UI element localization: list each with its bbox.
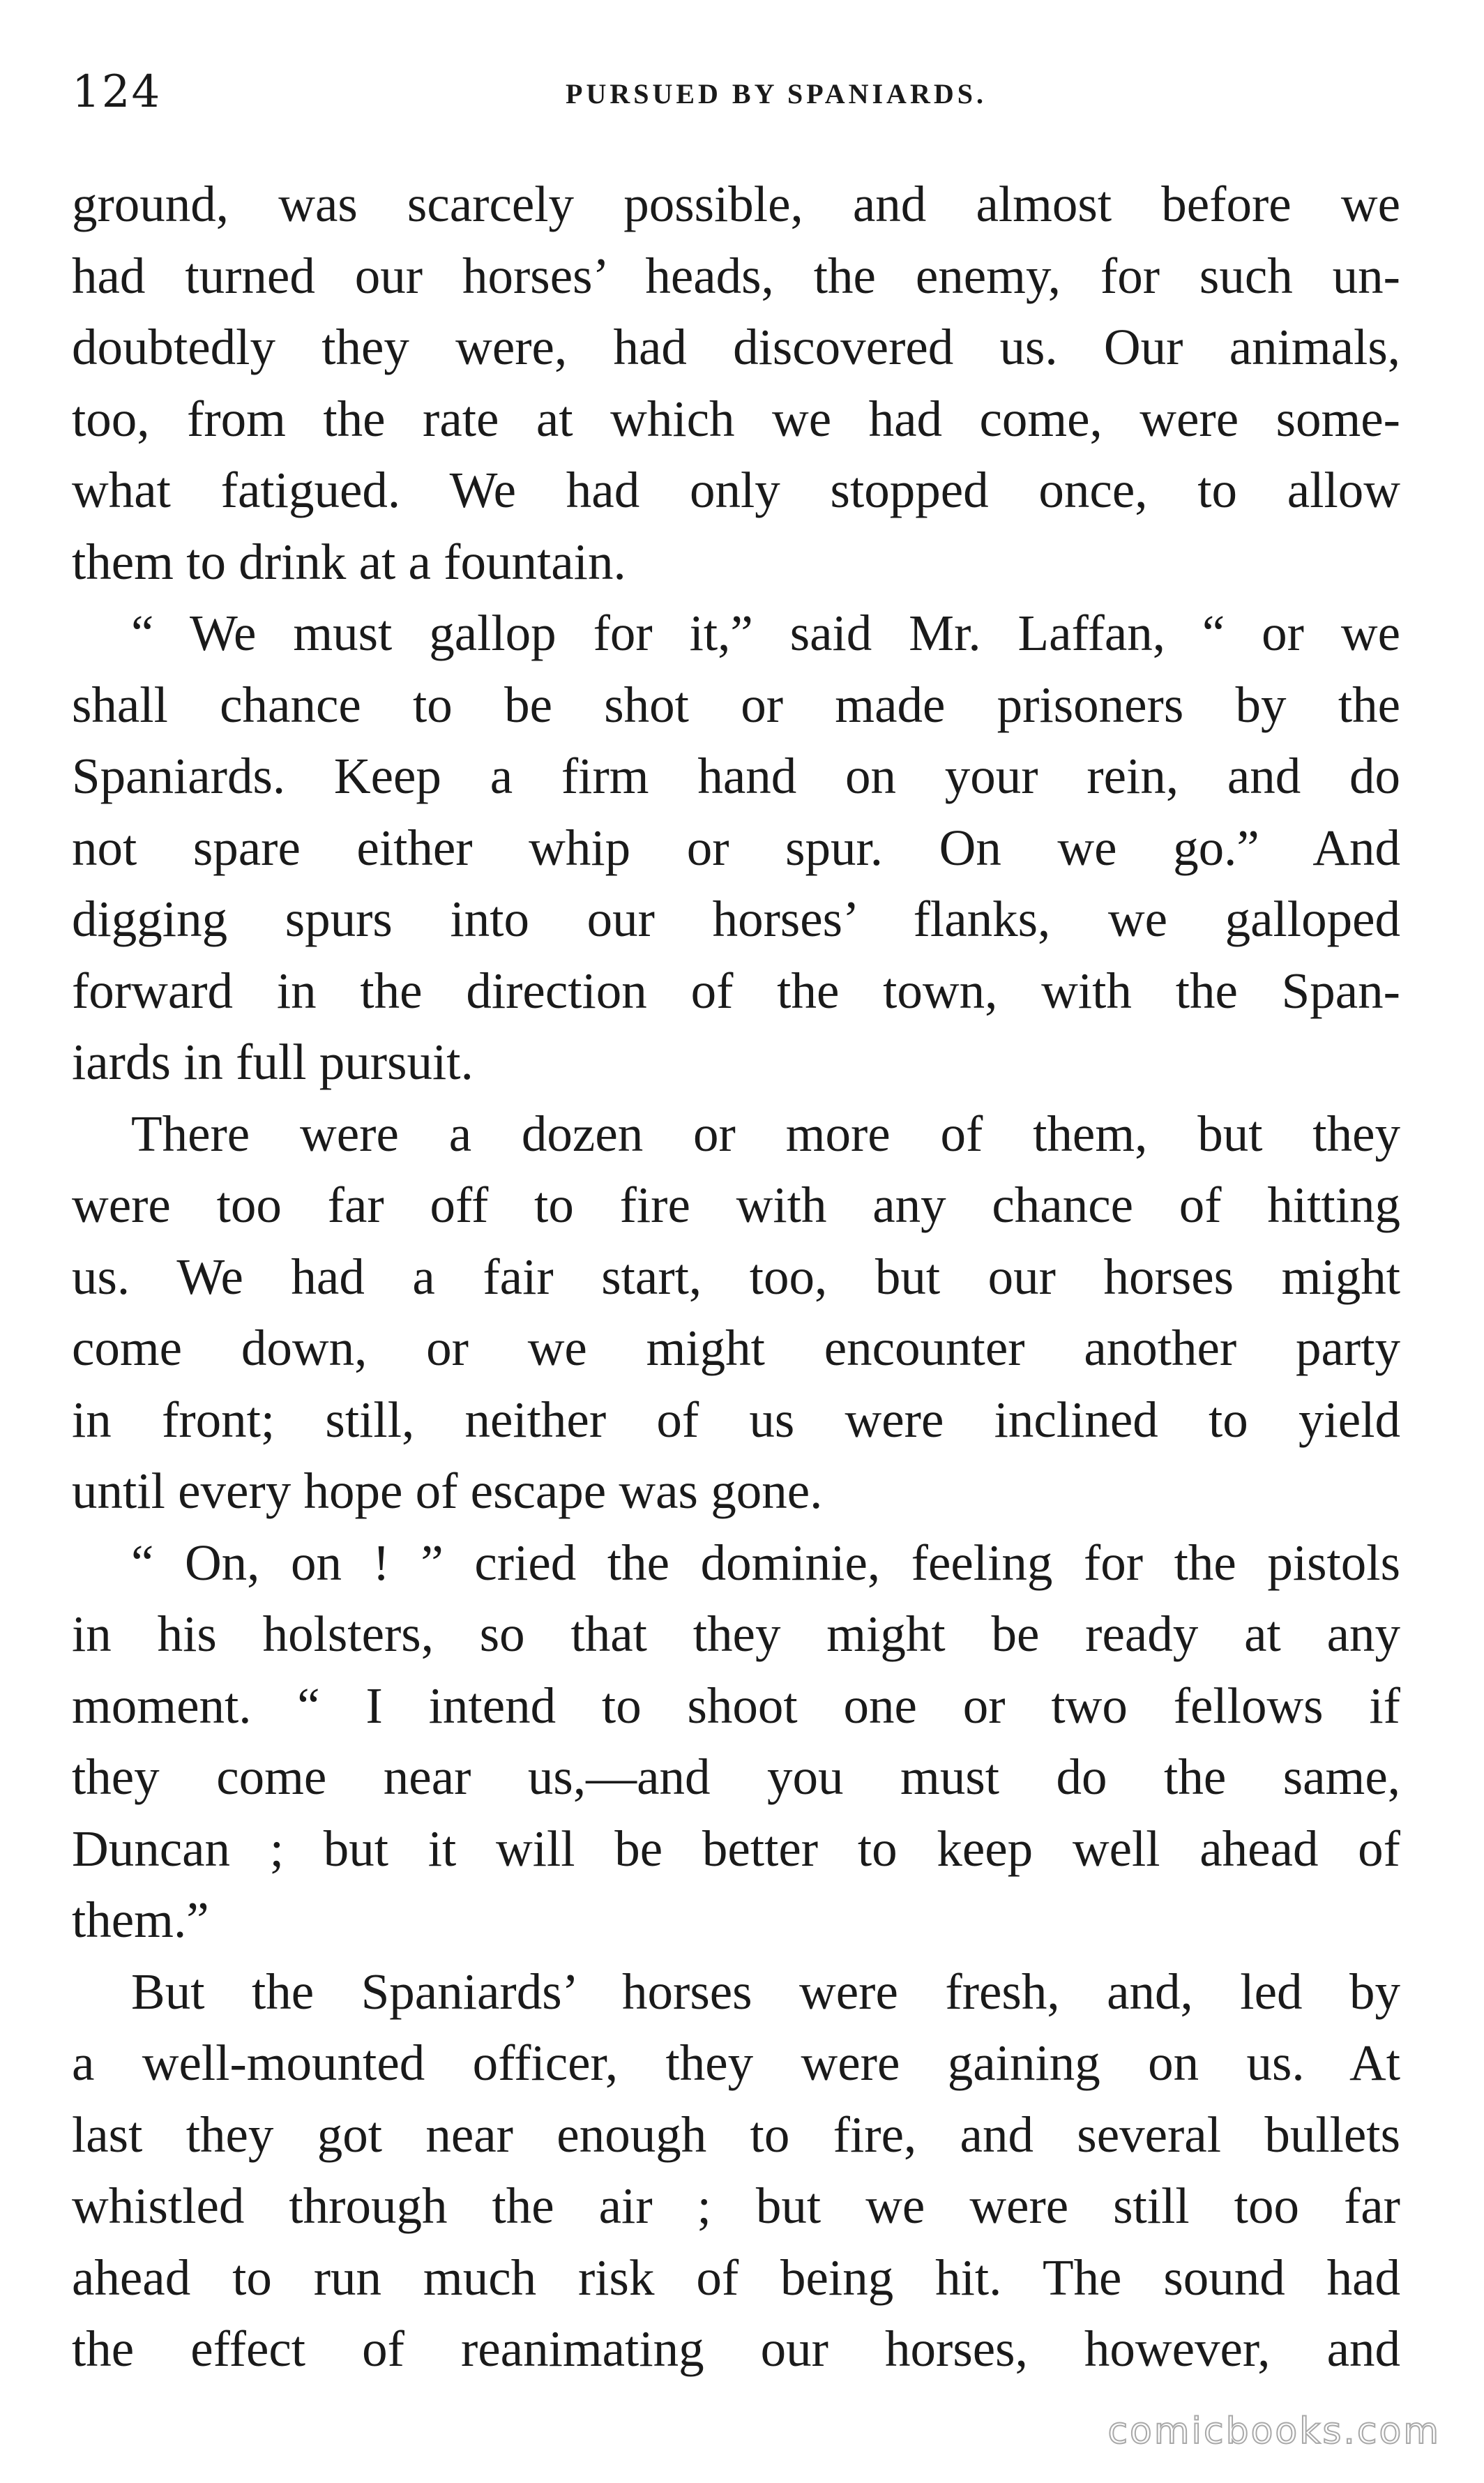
text-line: “ We must gallop for it,” said Mr. Laffan, “ or we <box>131 605 1400 661</box>
text-line: whistled through the air ; but we were still too far <box>72 2178 1400 2234</box>
paragraph <box>72 1527 1400 1956</box>
text-line: forward in the direction of the town, with the Span- <box>72 962 1400 1019</box>
paragraph <box>72 598 1400 1099</box>
paragraph <box>72 1956 1400 2385</box>
text-line: in his holsters, so that they might be ready at any <box>72 1606 1400 1662</box>
text-line: us. We had a fair start, too, but our horses might <box>72 1248 1400 1305</box>
text-line: what fatigued. We had only stopped once, to allow <box>72 462 1400 518</box>
page-header <box>72 64 1397 120</box>
text-line: Duncan ; but it will be better to keep well ahead of <box>72 1820 1400 1877</box>
text-line: until every hope of escape was gone. <box>72 1463 823 1519</box>
text-line: not spare either whip or spur. On we go.” And <box>72 819 1400 876</box>
text-line: iards in full pursuit. <box>72 1034 474 1090</box>
paragraph <box>72 1099 1400 1527</box>
text-line: them.” <box>72 1892 209 1948</box>
paragraph <box>72 169 1400 598</box>
text-line: in front; still, neither of us were inclined to yield <box>72 1391 1400 1448</box>
text-line: a well-mounted officer, they were gaining on us. At <box>72 2035 1400 2091</box>
watermark-logo: comicbooks.com <box>1107 2410 1441 2452</box>
text-line: were too far off to fire with any chance of hitting <box>72 1177 1400 1233</box>
text-line: come down, or we might encounter another party <box>72 1320 1400 1376</box>
text-line: too, from the rate at which we had come, were some- <box>72 390 1400 447</box>
text-line: doubtedly they were, had discovered us. Our animals, <box>72 319 1400 375</box>
text-line: digging spurs into our horses’ flanks, we galloped <box>72 891 1400 947</box>
text-line: “ On, on ! ” cried the dominie, feeling for the pistols <box>131 1534 1400 1591</box>
running-title: PURSUED BY SPANIARDS. <box>566 78 987 110</box>
text-line: ground, was scarcely possible, and almost before we <box>72 176 1400 232</box>
body-text <box>72 169 1400 2385</box>
text-line: moment. “ I intend to shoot one or two fellows if <box>72 1677 1400 1734</box>
text-line: ahead to run much risk of being hit. The sound had <box>72 2249 1400 2306</box>
text-line: But the Spaniards’ horses were fresh, and, led by <box>131 1963 1400 2020</box>
text-line: the effect of reanimating our horses, however, and <box>72 2320 1400 2377</box>
text-line: had turned our horses’ heads, the enemy, for such un- <box>72 247 1400 304</box>
text-line: last they got near enough to fire, and several bullets <box>72 2106 1400 2163</box>
text-line: shall chance to be shot or made prisoners by the <box>72 676 1400 733</box>
page-number: 124 <box>72 66 162 118</box>
text-line: they come near us,—and you must do the same, <box>72 1749 1400 1805</box>
text-line: There were a dozen or more of them, but they <box>131 1105 1400 1162</box>
text-line: Spaniards. Keep a firm hand on your rein, and do <box>72 748 1400 804</box>
text-line: them to drink at a fountain. <box>72 533 626 590</box>
